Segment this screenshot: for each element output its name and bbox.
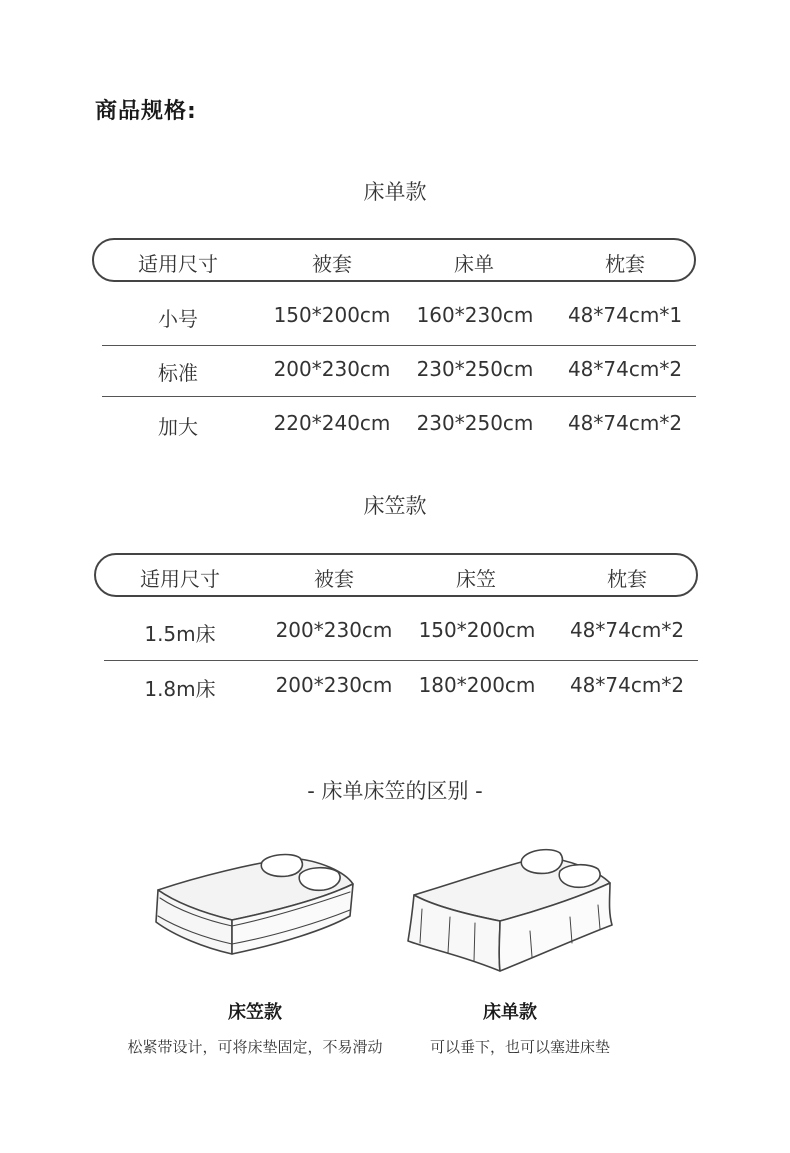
fitted-row-duvet: 200*230cm: [275, 673, 393, 697]
fitted-header-size: 适用尺寸: [140, 567, 220, 591]
fitted-table-title: 床笠款: [363, 494, 427, 518]
sheet-row-sheet: 160*230cm: [416, 303, 534, 327]
flat-sheet-label: 床单款: [483, 1002, 537, 1023]
sheet-header-pillowcase: 枕套: [605, 252, 645, 276]
sheet-row-size: 小号: [158, 307, 198, 331]
row-divider: [104, 660, 698, 661]
sheet-header-sheet: 床单: [454, 252, 494, 276]
fitted-sheet-illustration: [150, 850, 365, 962]
sheet-row-sheet: 230*250cm: [416, 411, 534, 435]
sheet-row-size: 加大: [158, 415, 198, 439]
fitted-sheet-description: 松紧带设计，可将床垫固定，不易滑动: [127, 1038, 383, 1056]
sheet-row-size: 标准: [158, 361, 198, 385]
fitted-header-pillowcase: 枕套: [607, 567, 647, 591]
fitted-row-pillowcase: 48*74cm*2: [569, 618, 685, 642]
sheet-row-pillowcase: 48*74cm*2: [567, 411, 683, 435]
row-divider: [102, 396, 696, 397]
sheet-table-title: 床单款: [363, 180, 427, 204]
flat-sheet-illustration: [400, 845, 625, 975]
fitted-row-fitted: 150*200cm: [418, 618, 536, 642]
sheet-row-duvet: 200*230cm: [273, 357, 391, 381]
fitted-sheet-label: 床笠款: [228, 1002, 282, 1023]
sheet-row-pillowcase: 48*74cm*2: [567, 357, 683, 381]
sheet-header-duvet: 被套: [312, 252, 352, 276]
sheet-row-sheet: 230*250cm: [416, 357, 534, 381]
sheet-row-pillowcase: 48*74cm*1: [567, 303, 683, 327]
fitted-header-duvet: 被套: [314, 567, 354, 591]
fitted-row-fitted: 180*200cm: [418, 673, 536, 697]
page-title: 商品规格:: [95, 99, 197, 124]
sheet-row-duvet: 150*200cm: [273, 303, 391, 327]
sheet-row-duvet: 220*240cm: [273, 411, 391, 435]
fitted-row-pillowcase: 48*74cm*2: [569, 673, 685, 697]
sheet-header-size: 适用尺寸: [138, 252, 218, 276]
row-divider: [102, 345, 696, 346]
difference-title: - 床单床笠的区别 -: [307, 779, 483, 803]
fitted-row-size: 1.8m床: [144, 677, 216, 701]
fitted-header-fitted: 床笠: [456, 567, 496, 591]
fitted-row-duvet: 200*230cm: [275, 618, 393, 642]
flat-sheet-description: 可以垂下，也可以塞进床垫: [429, 1038, 610, 1056]
fitted-row-size: 1.5m床: [144, 622, 216, 646]
